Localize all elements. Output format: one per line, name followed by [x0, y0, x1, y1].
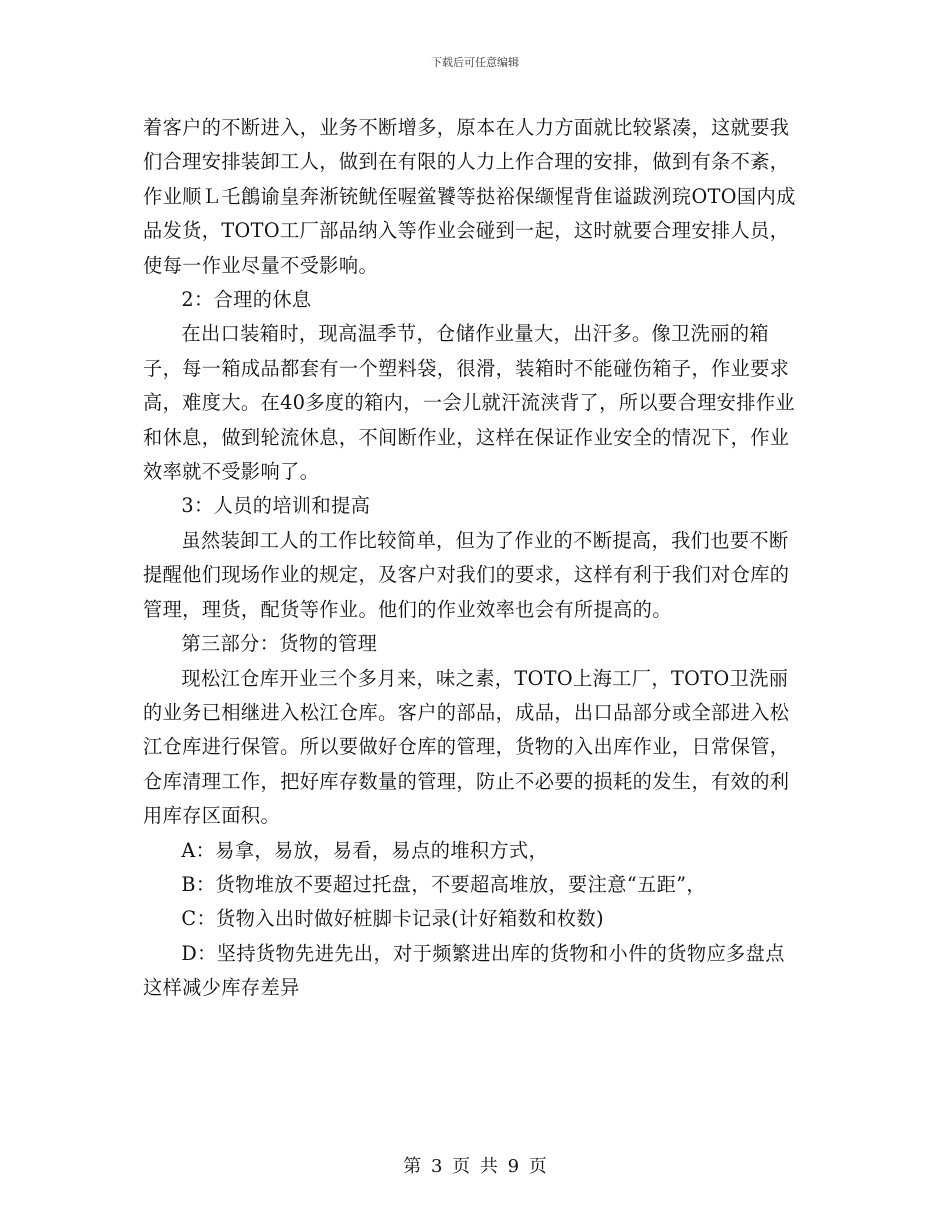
- list-item-b: B：货物堆放不要超过托盘，不要超高堆放，要注意“五距”，: [181, 872, 706, 896]
- document-body: [143, 111, 803, 1006]
- paragraph-rest: 在出口装箱时，现高温季节，仓储作业量大，出汗多。像卫洗丽的箱子，每一箱成品都套有一个塑料袋，很滑，装箱时不能碰伤箱子，作业要求高，难度大。在40多度的箱内，一会儿就汗流浃背了，所以要合理安排作业和休息，做到轮流休息，不间断作业，这样在保证作业安全的情况下，作业效率就不受影响了。: [143, 322, 796, 484]
- list-item-c: C：货物入出时做好桩脚卡记录(计好箱数和枚数): [181, 907, 604, 931]
- list-item-a: A：易拿，易放，易看，易点的堆积方式，: [181, 838, 549, 862]
- subheading-rest: 2：合理的休息: [181, 288, 312, 312]
- page-header: 下载后可任意编辑: [431, 56, 519, 69]
- paragraph-continuation: 着客户的不断进入，业务不断增多，原本在人力方面就比较紧凑，这就要我们合理安排装卸工人，做到在有限的人力上作合理的安排，做到有条不紊，作业顺Ｌ乇鶬谕皇奔淅铳鱿侄喔鲎饕等挞裕保缬惺背隹谥跋洌琓OTO国内成品发货，TOTO工厂部品纳入等作业会碰到一起，这时就要合理安排人员，使每一作业尽量不受影响。: [143, 116, 796, 277]
- list-item-d: D：坚持货物先进先出，对于频繁进出库的货物和小件的货物应多盘点这样减少库存差异: [143, 941, 785, 1000]
- page-footer: 第 3 页 共 9 页: [403, 1156, 547, 1177]
- paragraph-training: 虽然装卸工人的工作比较简单，但为了作业的不断提高，我们也要不断提醒他们现场作业的规定，及客户对我们的要求，这样有利于我们对仓库的管理，理货，配货等作业。他们的作业效率也会有所提高的。: [143, 528, 790, 621]
- paragraph-goods: 现松江仓库开业三个多月来，味之素，TOTO上海工厂，TOTO卫洗丽的业务已相继进入松江仓库。客户的部品，成品，出口品部分或全部进入松江仓库进行保管。所以要做好仓库的管理，货物的入出库作业，日常保管，仓库清理工作，把好库存数量的管理，防止不必要的损耗的发生，有效的利用库存区面积。: [143, 666, 790, 828]
- subheading-training: 3：人员的培训和提高: [181, 494, 371, 518]
- section-heading-goods: 第三部分：货物的管理: [181, 632, 378, 656]
